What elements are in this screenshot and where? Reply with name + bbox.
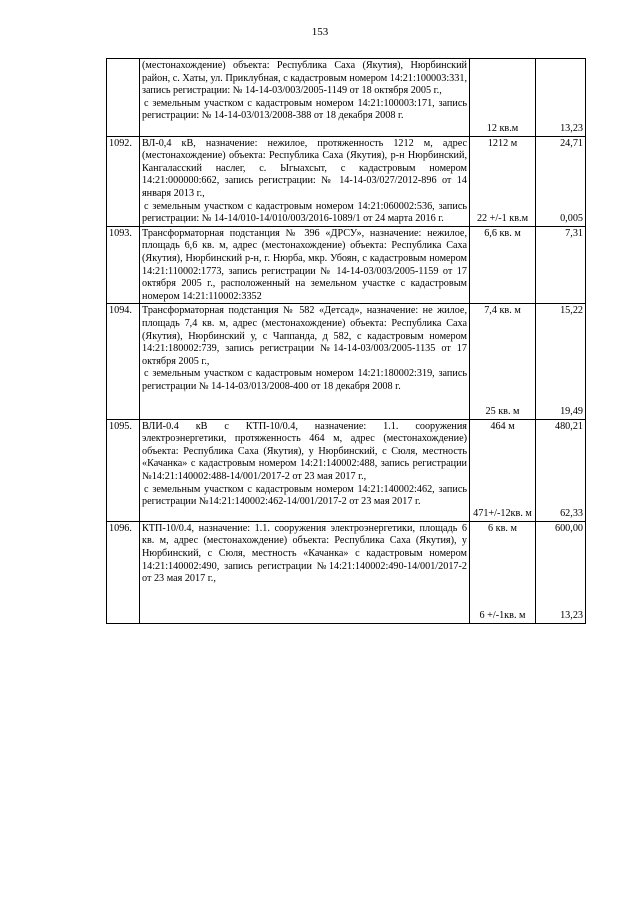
row-number: 1092. [107, 136, 140, 226]
object-description [140, 59, 470, 137]
table-row [107, 136, 586, 226]
row-number: 1094. [107, 304, 140, 419]
value-cell [536, 59, 586, 137]
value-cell [536, 136, 586, 226]
row-number: 1093. [107, 226, 140, 304]
object-description-text: (местонахождение) объекта: Республика Саха (Якутия), Нюрбинский район, с. Хаты, ул. Приклубная, с кадастровым номером 14:21:100003:331, запись регистрации: № 14-14-03/003/2005-1149 от 18 октября 2005 г., [142, 60, 467, 97]
object-value: 7,31 [565, 227, 583, 239]
area-cell [470, 419, 536, 521]
object-area: 6 кв. м [488, 522, 517, 534]
object-value: 24,71 [560, 137, 583, 149]
object-description-text: Трансформаторная подстанция № 582 «Детсад», назначение: не жилое, площадь 7,4 кв. м, адрес (местонахождение) объекта: Республика Саха (Якутия), Нюрбинский у, с Чаппанда, д 582, с кадастровым номером 14:21:180002:739, запись регистрации №14-14-03/003/2005-1135 от 17 октября 2005 г., [142, 305, 467, 367]
land-plot-area: 12 кв.м [486, 123, 519, 134]
area-cell [470, 226, 536, 304]
object-description [140, 521, 470, 623]
object-description-text: Трансформаторная подстанция № 396 «ДРСУ», назначение: нежилое, площадь 6,6 кв. м, адрес (местонахождение) объекта: Республика Саха (Якутия), Нюрбинский р-н, г. Нюрба, мкр. Убоян, с кадастровым номером 14:21:110002:1773, запись регистрации № 14-14-03/003/2005-1159 от 17 октября 2005 г., расположенный на земельном участке с кадастровым номером 14:21:110002:3352 [142, 227, 467, 302]
table-row [107, 419, 586, 521]
table-row [107, 304, 586, 419]
object-value: 600,00 [554, 522, 583, 534]
table-row [107, 59, 586, 137]
value-cell [536, 419, 586, 521]
object-description-text: КТП-10/0.4, назначение: 1.1. сооружения электроэнергетики, площадь 6 кв. м, адрес (местонахождение) объекта: Республика Саха (Якутия), у Нюрбинский, с Сюля, местность «Качанка» с кадастровым номером 14:21:140002:490, запись регистрации №14:21:140002:490-14/001/2017-2 от 23 мая 2017 г., [142, 522, 467, 585]
land-plot-value: 62,33 [560, 508, 583, 520]
object-value: 15,22 [560, 305, 583, 317]
land-plot-area: 471+/-12кв. м [473, 508, 532, 520]
object-description [140, 136, 470, 226]
row-number: 1096. [107, 521, 140, 623]
object-area: 6,6 кв. м [484, 227, 521, 239]
table-row [107, 521, 586, 623]
land-plot-description-text: с земельным участком с кадастровым номером 14:21:060002:536, запись регистрации: № 14-14/010-14/010/003/2016-1089/1 от 24 марта 2016 г. [142, 200, 467, 225]
object-description-text: ВЛ-0,4 кВ, назначение: нежилое, протяженность 1212 м, адрес (местонахождение) объекта: Республика Саха (Якутия), р-н Нюрбинский, Кангаласский наслег, с. Ыгыахсыт, с кадастровым номером 14:21:000000:662, запись регистрации: № 14-14-03/027/2012-896 от 14 января 2013 г., [142, 137, 467, 199]
land-plot-value: 0,005 [560, 213, 583, 225]
area-cell [470, 521, 536, 623]
land-plot-area: 25 кв. м [485, 405, 520, 417]
object-description-text: ВЛИ-0.4 кВ с КТП-10/0.4, назначение: 1.1. сооружения электроэнергетики, протяженность 464 м, адрес (местонахождение) объекта: Республика Саха (Якутия), у Нюрбинский, с Сюля, местность «Качанка» с кадастровым номером 14:21:140002:488, запись регистрации №14:21:140002:488-14/001/2017-2 от 23 мая 2017 г., [142, 420, 467, 482]
land-plot-description-text: с земельным участком с кадастровым номером 14:21:180002:319, запись регистрации № 14-14-03/013/2008-400 от 18 декабря 2008 г. [142, 368, 467, 392]
land-plot-value: 13,23 [560, 123, 583, 134]
land-plot-description-text: с земельным участком с кадастровым номером 14:21:140002:462, запись регистрации №14:21:140002:462-14/001/2017-2 от 23 мая 2017 г. [142, 483, 467, 508]
property-registry-table [106, 58, 586, 624]
land-plot-value: 19,49 [560, 405, 583, 417]
object-description [140, 304, 470, 419]
object-value: 480,21 [554, 420, 583, 432]
land-plot-value: 13,23 [560, 610, 583, 622]
land-plot-area: 22 +/-1 кв.м [476, 213, 529, 225]
value-cell [536, 304, 586, 419]
value-cell [536, 226, 586, 304]
object-description [140, 226, 470, 304]
object-description [140, 419, 470, 521]
table-row [107, 226, 586, 304]
value-cell [536, 521, 586, 623]
land-plot-area: 6 +/-1кв. м [479, 610, 526, 622]
page-number: 153 [311, 26, 329, 38]
area-cell [470, 136, 536, 226]
object-area: 464 м [490, 420, 515, 432]
land-plot-description-text: с земельным участком с кадастровым номером 14:21:100003:171, запись регистрации: № 14-14-03/013/2008-388 от 18 декабря 2008 г. [142, 97, 467, 122]
area-cell [470, 304, 536, 419]
area-cell [470, 59, 536, 137]
row-number: 1095. [107, 419, 140, 521]
object-area: 1212 м [487, 137, 518, 149]
row-number [107, 59, 140, 137]
object-area: 7,4 кв. м [484, 305, 521, 317]
